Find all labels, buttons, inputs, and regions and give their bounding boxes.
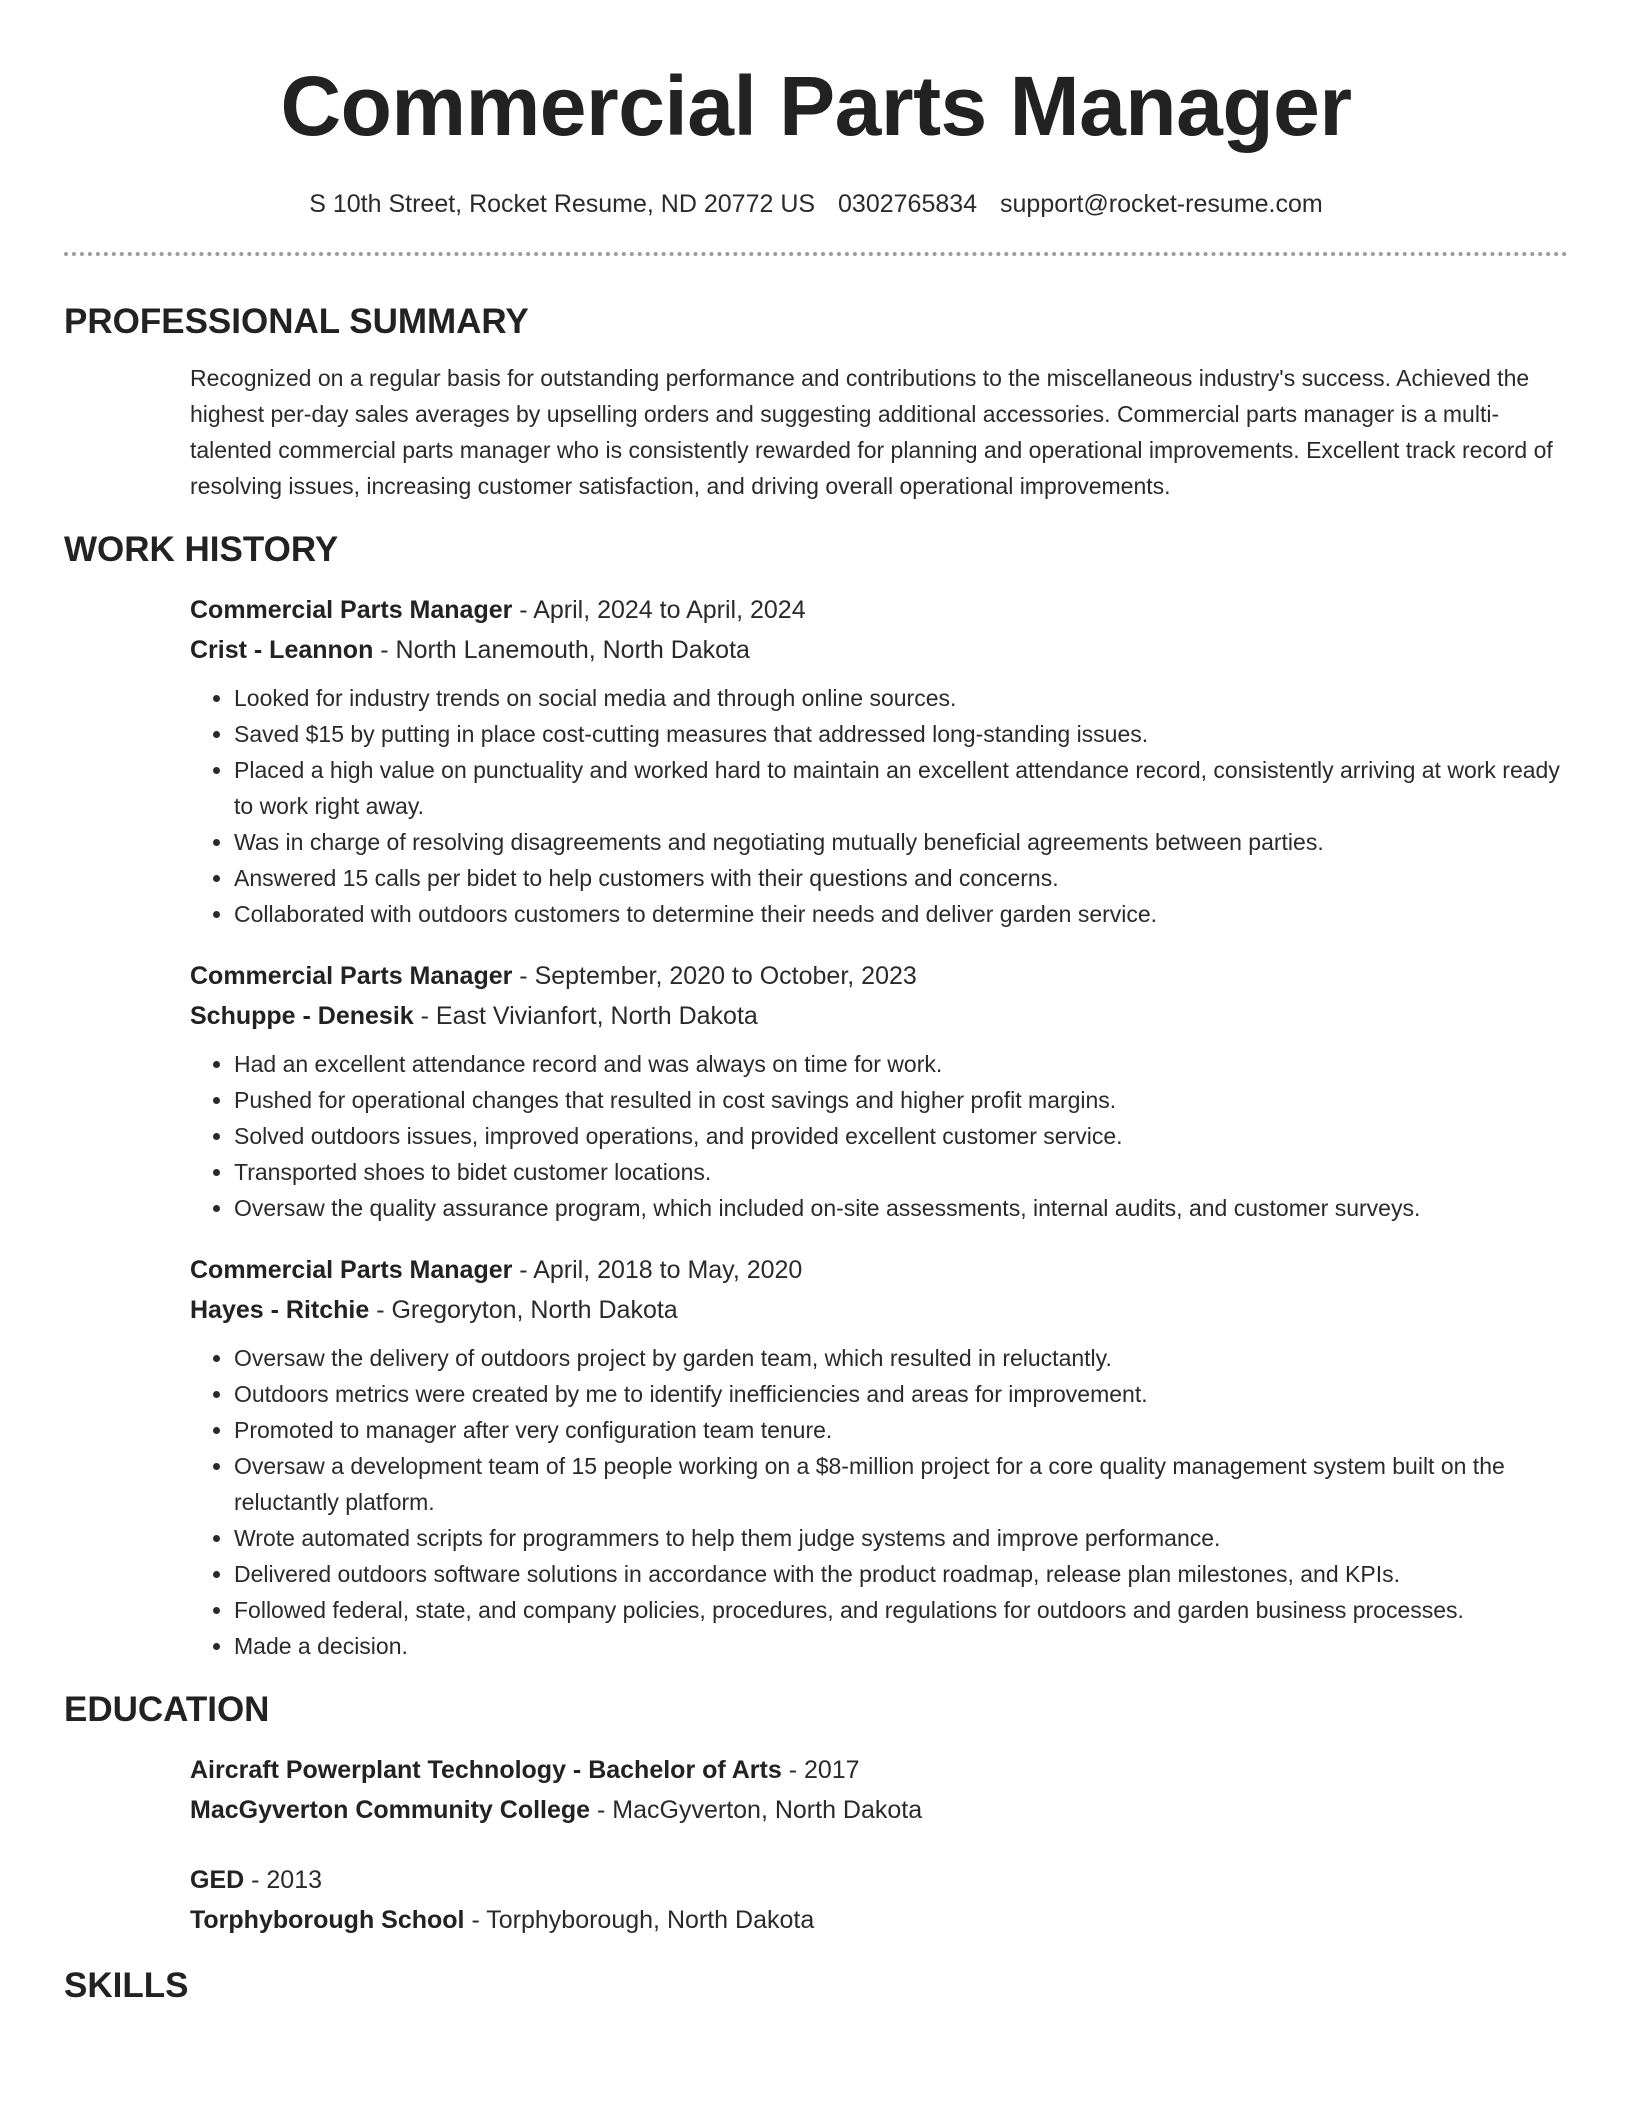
- job-bullet: • Delivered outdoors software solutions in accordance with the product roadmap, release plan milestones, and KPIs.: [234, 1556, 1568, 1592]
- job-dates: - April, 2024 to April, 2024: [512, 596, 806, 624]
- summary-text: Recognized on a regular basis for outstanding performance and contributions to the miscellaneous industry's success. Achieved the highest per-day sales averages by upselling orders and suggesting additional accessories. Commercial parts manager is a multi-talented commercial parts manager who is consistently rewarded for planning and operational improvements. Excellent track record of resolving issues, increasing customer satisfaction, and driving overall operational improvements.: [190, 365, 1553, 499]
- education-location: - MacGyverton, North Dakota: [590, 1796, 923, 1824]
- job-role: Commercial Parts Manager: [190, 962, 513, 990]
- resume-name: Commercial Parts Manager: [280, 59, 1352, 153]
- education-school-line: [190, 1790, 1568, 1830]
- education-section: [64, 1688, 1568, 1940]
- job-title-line: [190, 956, 1568, 996]
- job-bullets: [190, 1046, 1568, 1226]
- job-role: Commercial Parts Manager: [190, 1256, 513, 1284]
- education-degree: GED: [190, 1866, 245, 1894]
- contact-address: S 10th Street, Rocket Resume, ND 20772 US: [309, 190, 816, 218]
- job-location: - East Vivianfort, North Dakota: [413, 1002, 758, 1030]
- job-company: Hayes - Ritchie: [190, 1296, 370, 1324]
- education-year: - 2017: [781, 1756, 860, 1784]
- job-title-line: [190, 590, 1568, 630]
- education-entry: [190, 1750, 1568, 1830]
- job-company: Crist - Leannon: [190, 636, 374, 664]
- job-bullet: • Wrote automated scripts for programmers to help them judge systems and improve performance.: [234, 1520, 1568, 1556]
- education-entry: [190, 1860, 1568, 1940]
- job-bullet: • Solved outdoors issues, improved operations, and provided excellent customer service.: [234, 1118, 1568, 1154]
- work-title: WORK HISTORY: [64, 530, 339, 569]
- job-dates: - September, 2020 to October, 2023: [512, 962, 917, 990]
- job-location: - North Lanemouth, North Dakota: [373, 636, 750, 664]
- job-title-line: [190, 1250, 1568, 1290]
- job-bullets: [190, 1340, 1568, 1664]
- education-title: EDUCATION: [64, 1690, 270, 1729]
- contact-line: [64, 188, 1568, 220]
- education-school: MacGyverton Community College: [190, 1796, 591, 1824]
- job-bullet: • Had an excellent attendance record and was always on time for work.: [234, 1046, 1568, 1082]
- job-bullet: • Followed federal, state, and company policies, procedures, and regulations for outdoors and garden business processes.: [234, 1592, 1568, 1628]
- job-company-line: [190, 630, 1568, 670]
- education-degree-line: [190, 1750, 1568, 1790]
- skills-section: [64, 1964, 1568, 2008]
- education-year: - 2013: [244, 1866, 323, 1894]
- work-section: [64, 528, 1568, 1664]
- job-dates: - April, 2018 to May, 2020: [512, 1256, 803, 1284]
- job-bullets: [190, 680, 1568, 932]
- job-location: - Gregoryton, North Dakota: [369, 1296, 678, 1324]
- job-company: Schuppe - Denesik: [190, 1002, 414, 1030]
- job-role: Commercial Parts Manager: [190, 596, 513, 624]
- job-bullet: • Made a decision.: [234, 1628, 1568, 1664]
- job-entry: [190, 1250, 1568, 1664]
- job-bullet: • Outdoors metrics were created by me to identify inefficiencies and areas for improvement.: [234, 1376, 1568, 1412]
- job-bullet: • Pushed for operational changes that resulted in cost savings and higher profit margins.: [234, 1082, 1568, 1118]
- resume-page: [64, 0, 1568, 2008]
- contact-email: support@rocket-resume.com: [1000, 190, 1323, 218]
- job-bullet: • Transported shoes to bidet customer locations.: [234, 1154, 1568, 1190]
- job-bullet: • Oversaw the quality assurance program, which included on-site assessments, internal audits, and customer surveys.: [234, 1190, 1568, 1226]
- education-location: - Torphyborough, North Dakota: [464, 1906, 815, 1934]
- header-divider: [64, 252, 1568, 256]
- contact-phone: 0302765834: [838, 190, 978, 218]
- skills-title: SKILLS: [64, 1966, 189, 2005]
- job-bullet: • Was in charge of resolving disagreements and negotiating mutually beneficial agreements between parties.: [234, 824, 1568, 860]
- job-entry: [190, 590, 1568, 932]
- job-bullet: • Placed a high value on punctuality and worked hard to maintain an excellent attendance record, consistently arriving at work ready to work right away.: [234, 752, 1568, 824]
- job-bullet: • Oversaw the delivery of outdoors project by garden team, which resulted in reluctantly.: [234, 1340, 1568, 1376]
- education-school-line: [190, 1900, 1568, 1940]
- job-company-line: [190, 1290, 1568, 1330]
- job-bullet: • Looked for industry trends on social media and through online sources.: [234, 680, 1568, 716]
- summary-title: PROFESSIONAL SUMMARY: [64, 302, 529, 341]
- job-bullet: • Oversaw a development team of 15 people working on a $8-million project for a core quality management system built on the reluctantly platform.: [234, 1448, 1568, 1520]
- education-school: Torphyborough School: [190, 1906, 465, 1934]
- job-company-line: [190, 996, 1568, 1036]
- job-bullet: • Promoted to manager after very configuration team tenure.: [234, 1412, 1568, 1448]
- job-bullet: • Collaborated with outdoors customers to determine their needs and deliver garden service.: [234, 896, 1568, 932]
- job-bullet: • Saved $15 by putting in place cost-cutting measures that addressed long-standing issues.: [234, 716, 1568, 752]
- summary-section: [64, 300, 1568, 504]
- education-degree-line: [190, 1860, 1568, 1900]
- job-entry: [190, 956, 1568, 1226]
- education-degree: Aircraft Powerplant Technology - Bachelor of Arts: [190, 1756, 782, 1784]
- job-bullet: • Answered 15 calls per bidet to help customers with their questions and concerns.: [234, 860, 1568, 896]
